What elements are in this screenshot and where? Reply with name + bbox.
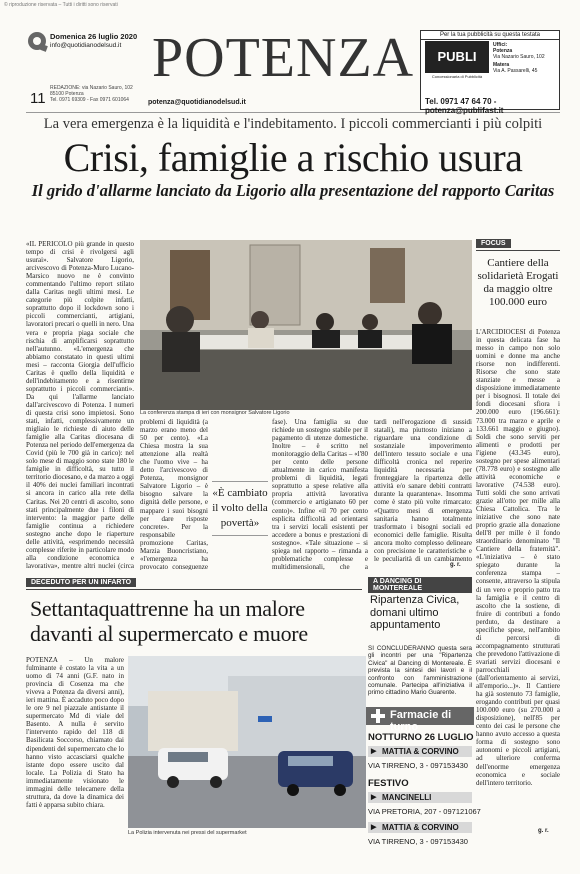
focus-signature: g. r.	[538, 828, 549, 834]
pharmacy-holiday-0: ▶ MANCINELLI	[368, 792, 472, 803]
editorial-office-info: REDAZIONE: via Nazario Sauro, 102 85100 Potenza Tel. 0971 69309 - Fax 0971 601064	[50, 85, 133, 103]
pharmacy-holiday-1: ▶ MATTIA & CORVINO	[368, 822, 472, 833]
local-email: potenza@quotidianodelsud.it	[148, 99, 246, 106]
second-article-section-tag: DECEDUTO PER UN INFARTO	[26, 578, 136, 587]
article-column-4: tardi nell'erogazione di sussidi statali), ma piuttosto iniziano a riguardare una condizione di sostanziale impoverimento dell'intero tessuto sociale e una difficoltà cronica nel reperire liquidità necessaria per fronteggiare la ripartenza delle attività e/o sanare debiti contratti durante la quarantena». Insomma come è stato più volte rimarcato: «Quattro mesi di emergenza sanitaria hanno totalmente trasformato i bisogni sociali ed economici delle famiglie. Risulta ancora molto complesso delineare con precisione le caratteristiche e le peculiarità di un cambiamento	[374, 418, 472, 562]
second-article-body: POTENZA – Un malore fulminante è costato la vita a un uomo di 74 anni (G.F. nato in provincia di Cosenza ma che viveva a Potenza da diversi anni), ieri mattina. È accaduto poco dopo le ore 9 nel piazzale antistante il supermercato Md di viale del Basento. A nulla è servito l'intervento rapido del 118 di Basilicata Soccorso, chiamato dai dipendenti del supermercato che lo hanno visto accasciarsi qualche istante dopo essere uscito dal locale. La Polizia di Stato ha immediatamente visionato le immagini delle telecamere della struttura, da dove la dinamica dei fatti è apparsa subito chiara.	[26, 656, 124, 809]
ad-tagline: Per la tua pubblicità su questa testata	[421, 31, 559, 40]
second-photo-caption: La Polizia intervenuta nei pressi del supermarket	[128, 830, 247, 836]
photo-caption: La conferenza stampa di ieri con monsignor Salvatore Ligorio	[140, 410, 290, 416]
dancing-body: SI CONCLUDERANNO questa sera gli incontri per una "Ripartenza Civica" al Dancing di Montereale. È prevista la sintesi dei lavori e il confronto con l'amministrazione comunale. Partecipa all'iniziativa il primo cittadino Mario Guarente.	[368, 645, 472, 697]
article-subheadline: Il grido d'allarme lanciato da Ligorio alla presentazione del rapporto Caritas	[31, 181, 555, 200]
supermarket-police-photo	[128, 656, 366, 828]
ad-brand-logo: PUBLI Fast	[425, 41, 489, 73]
article-column-3: fase). Una famiglia su due richiede un sostegno stabile per il pagamento di utenze domestiche. Inoltre – è scritto nel monitoraggio della Caritas – «l'80 per cento delle persone attualmente in carico manifesta problemi di liquidità, legati soprattutto a spese relative alla propria attività lavorativa (commercio e artigianato 60 per cento)». Infine «il 70 per cento esplicita difficoltà ad orientarsi tra i servizi locali esistenti per accedere a bonus e prestazioni di sostegno». «Tale situazione – si spiega nel rapporto – rimanda a problematiche complesse e multidimensionali, che a	[272, 418, 368, 570]
pharmacy-header: Farmacie di turno	[366, 707, 474, 725]
focus-title: Cantiere della solidarietà Erogati da maggio oltre 100.000 euro	[477, 257, 559, 308]
dancing-section-tag: A DANCING DI MONTEREALE	[368, 577, 472, 593]
dancing-headline: Ripartenza Civica, domani ultimo appuntamento	[370, 594, 460, 631]
press-conference-photo	[140, 240, 472, 410]
issue-date: Domenica 26 luglio 2020	[50, 32, 138, 41]
pharmacy-holiday-0-address: VIA PRETORIA, 207 - 097121067	[368, 807, 481, 816]
pharmacy-cross-icon	[371, 709, 385, 723]
focus-divider	[476, 250, 560, 251]
second-article-divider	[26, 589, 362, 590]
focus-body: L'ARCIDIOCESI di Potenza in questa delicata fase ha messo in campo non solo uomini e donne ma anche risorse non indifferenti. Risorse che sono state stanziate e messe a disposizione immediatamente per i bisognosi. Il totale dei fondi diocesani sfiora i 200.000 euro (196.661): 73.000 tra marzo e aprile e 133.661 maggio e giugno). Soldi che sono serviti per alimenti e prodotti per l'igiene (43.345 euro), sostegno per spese alimentari (78.778 euro) e sostegno alle attività economiche e lavorative (74.538 euro). Tutti soldi che sono arrivati grazie all'otto per mille alla Chiesa Cattolica. Tra le iniziative che sono nate proprio grazie alla donazione dell'8 per mille è il fondo straordinario denominato "Il Cantiere della fraternità". «L'iniziativa – è stato spiegato durante la conferenza stampa – consente, attraverso la stipula di un vero e proprio patto tra la famiglia e il centro di ascolto che la sostiene, di fruire di contributi a fondo perduto, da destinare a specifiche spese, nell'ambito di percorsi di accompagnamento strutturati che prevedono l'attivazione di svariati servizi diocesani e parrocchiali (dall'orientamento ai servizi, all'emporio...)». Il Cantiere ha già sostenuto 73 famiglie, erogando contributi per quasi 100.000 euro (su 270.000 a disposizione), nell'85 per cento dei casi le persone che hanno avuto accesso a questa forma di sostegno sono autonomi e piccoli artigiani, ad ulteriore conferma dell'enorme emergenza economica e sociale dell'intero territorio.	[476, 328, 560, 787]
contact-email: info@quotidianodelsud.it	[50, 42, 122, 49]
article-headline: Crisi, famiglie a rischio usura	[63, 135, 523, 180]
holiday-shift-label: FESTIVO	[368, 778, 409, 789]
pharmacy-holiday-1-address: VIA TIRRENO, 3 - 097153430	[368, 837, 468, 846]
focus-section-tag: FOCUS	[476, 239, 511, 248]
night-shift-label: NOTTURNO 26 LUGLIO	[368, 732, 474, 743]
second-article-headline: Settantaquattrenne ha un malore davanti al supermercato e muore	[30, 596, 308, 646]
copyright-notice: © riproduzione riservata – Tutti i diritti sono riservati	[4, 2, 118, 8]
advertisement-publifast[interactable]	[420, 30, 560, 115]
ad-phone: Tel. 0971 47 64 70 - potenza@publifast.it	[425, 97, 504, 115]
page-number: 11	[30, 90, 46, 107]
pharmacy-night-0-address: VIA TIRRENO, 3 - 097153430	[368, 761, 468, 770]
ad-offices: Uffici: Potenza Via Nazario Sauro, 102 Matera Via A. Passarelli, 45	[493, 42, 545, 74]
article-kicker: La vera emergenza è la liquidità e l'indebitamento. I piccoli commercianti i più colpiti	[43, 116, 543, 132]
article-column-1: «IL PERICOLO più grande in questo tempo di crisi è rivolgersi agli usurai». Salvatore Ligorio, arcivescovo di Potenza-Muro Lucano-Marsico nuovo ne è convinto commentando l'ultimo report stilato dalla Caritas negli ultimi mesi. Le categorie più colpite infatti, soprattutto dopo il lockdown sono i piccoli commercianti, artigiani, lavoratori precari o quelli in nero. Una vera e propria piaga sociale che rischia di amplificarsi soprattutto nell'autunno. «L'emergenza che abbiamo constatato in questi ultimi mesi – racconta Giorgia dell'ufficio Caritas è quello della liquidità e dell'indebitamento e a risentirne soprattutto i piccoli commercianti». Da qui l'allarme lanciato dall'arcivescovo di Potenza. I numeri di questa crisi sono impietosi. Sono stati, infatti, complessivamente un migliaio le richieste di aiuto delle famiglie alla Caritas diocesana di Potenza nel periodo dell'emergenza da Covid (più le 700 già in carico): nel solo mese di maggio sono state 180 le famiglie in difficoltà, su tutto il territorio diocesano, e da marzo a oggi il 40% dei nuclei familiari incontrati si ancora in carico alla rete della Caritas. Nei 20 centri di ascolto, sono stati principalmente due i filoni di intervento: la maggior parte delle famiglie continua a richiedere sostegno anche dopo le riaperture delle attività, «esprimendo necessità complesse riferite in particolare modo alla condizione economica e lavorativa», mentre altri nuclei (circa	[26, 240, 134, 570]
ad-brand-subtitle: Concessionaria di Pubblicità	[431, 74, 483, 79]
newspaper-logo-icon	[28, 32, 46, 50]
pull-quote: «È cambiato il volto della povertà»	[212, 481, 268, 536]
pharmacy-night-0: ▶ MATTIA & CORVINO	[368, 746, 472, 757]
masthead-title: POTENZA	[152, 27, 415, 89]
article-column-2: problemi di liquidità (a marzo erano meno del 50 per cento). «La Chiesa mostra la sua attenzione alla realtà che l'uomo vive – ha detto l'arcivescovo di Potenza, monsignor Salvatore Ligorio – è bisogno salvare la dignità delle persone, e mappare i suoi bisogni per dare risposte concrete». Per la responsabile promozione Caritas, Marzia Buoncristiano, «l'emergenza ha provocato conseguenze	[140, 418, 208, 570]
article-signature: g. r.	[450, 562, 461, 568]
